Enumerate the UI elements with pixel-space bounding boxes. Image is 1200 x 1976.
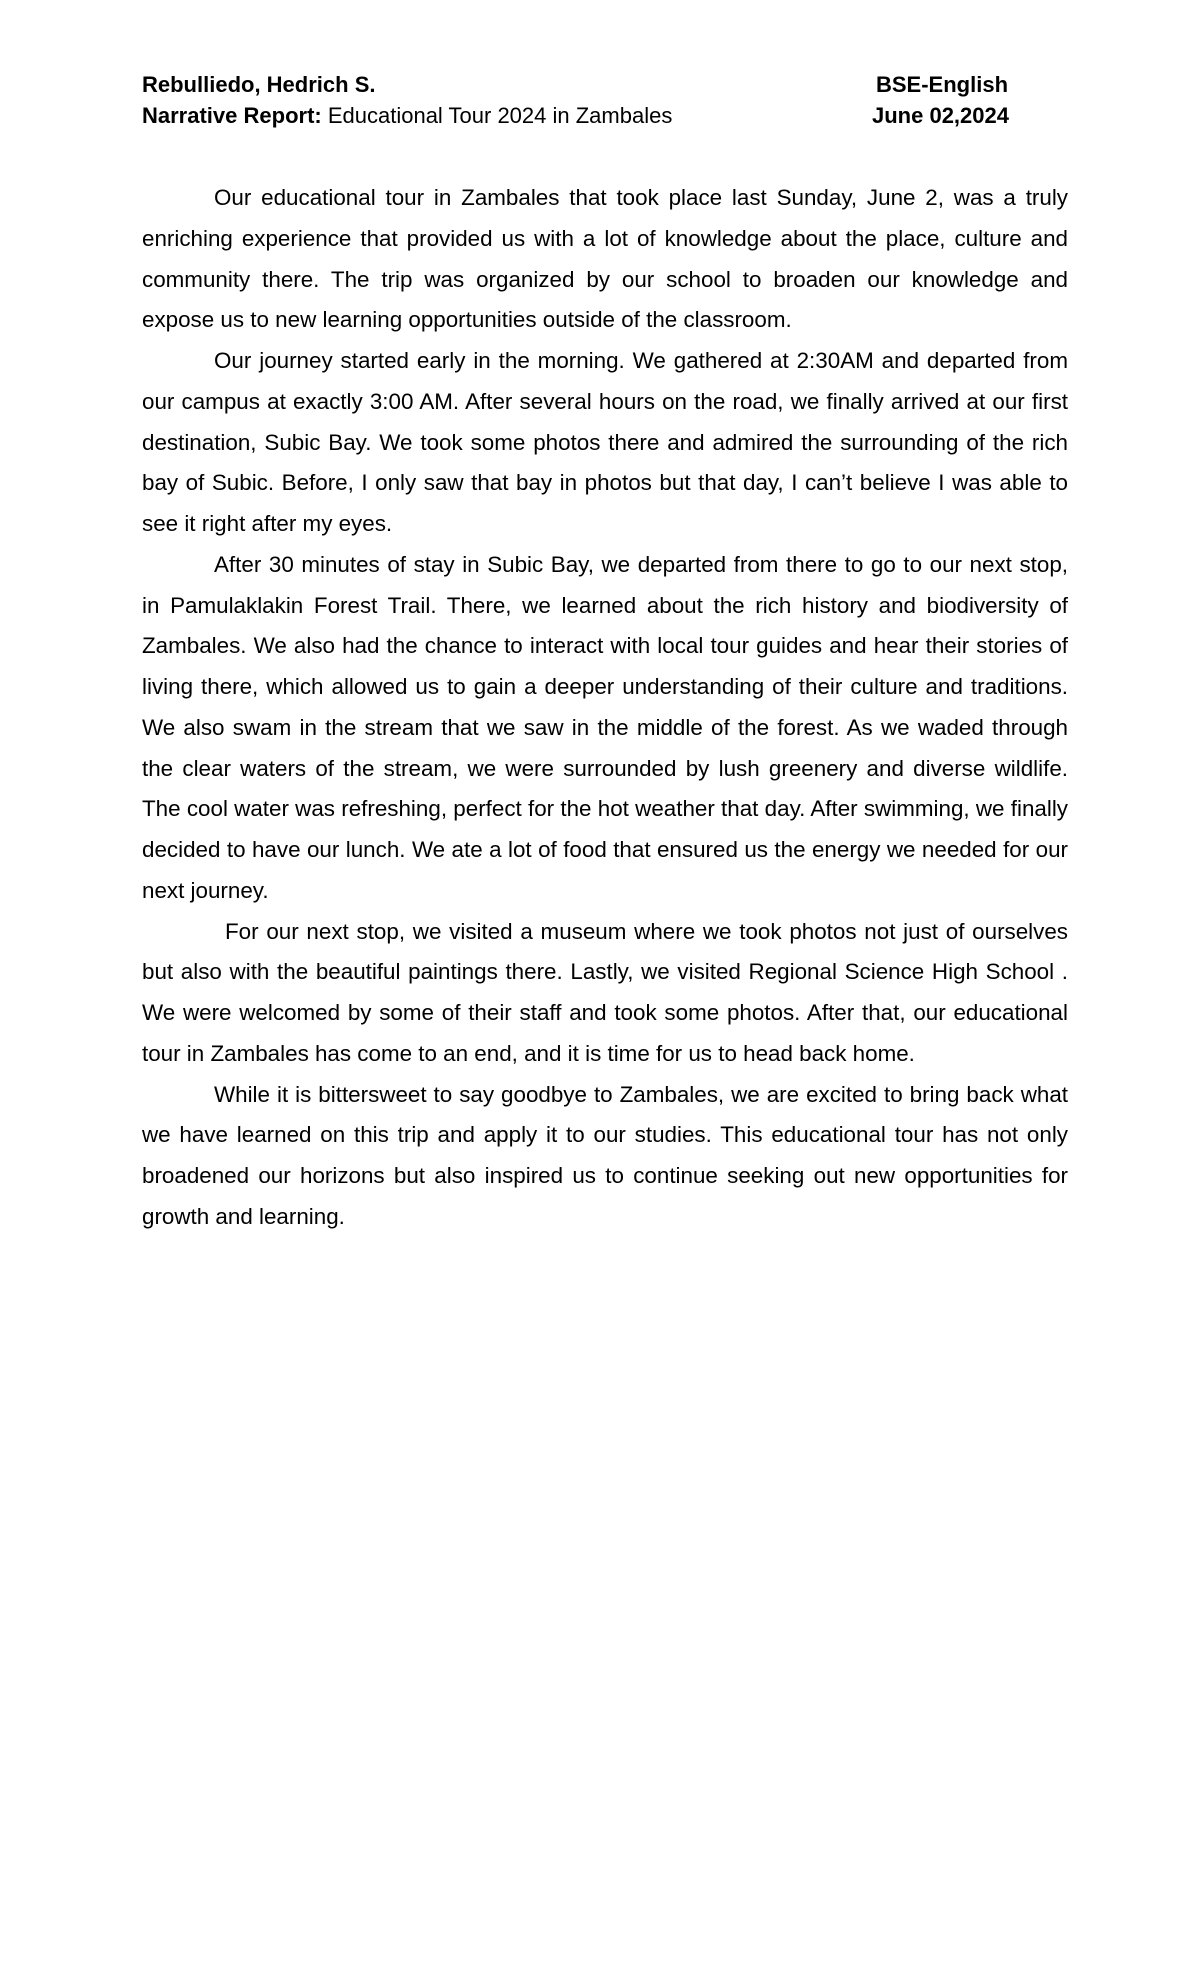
paragraph-journey: Our journey started early in the morning. We gathered at 2:30AM and departed from our campus at exactly 3:00 AM. After several hours on the road, we finally arrived at our first destination, Subic Bay. We took some photos there and admired the surrounding of the rich bay of Subic. Before, I only saw that bay in photos but that day, I can’t believe I was able to see it right after my eyes. — [142, 348, 1068, 536]
author-name: Rebulliedo, Hedrich S. — [142, 72, 376, 97]
report-date: June 02,2024 — [872, 103, 1009, 128]
report-heading — [142, 101, 672, 131]
course-label: BSE-English — [876, 72, 1009, 97]
report-body — [142, 178, 1068, 1238]
paragraph-intro: Our educational tour in Zambales that took place last Sunday, June 2, was a truly enriching experience that provided us with a lot of knowledge about the place, culture and community there. The trip was organized by our school to broaden our knowledge and expose us to new learning opportunities outside of the classroom. — [142, 185, 1068, 333]
report-title: Educational Tour 2024 in Zambales — [327, 103, 673, 128]
paragraph-museum: For our next stop, we visited a museum where we took photos not just of ourselves but also with the beautiful paintings there. Lastly, we visited Regional Science High School . We were welcomed by some of their staff and took some photos. After that, our educational tour in Zambales has come to an end, and it is time for us to head back home. — [142, 918, 1068, 1066]
report-label: Narrative Report: — [142, 103, 322, 128]
paragraph-conclusion: While it is bittersweet to say goodbye to Zambales, we are excited to bring back what we have learned on this trip and apply it to our studies. This educational tour has not only broadened our horizons but also inspired us to continue seeking out new opportunities for growth and learning. — [142, 1081, 1068, 1229]
paragraph-forest-trail: After 30 minutes of stay in Subic Bay, we departed from there to go to our next stop, in Pamulaklakin Forest Trail. There, we learned about the rich history and biodiversity of Zambales. We also had the chance to interact with local tour guides and hear their stories of living there, which allowed us to gain a deeper understanding of their culture and traditions. We also swam in the stream that we saw in the middle of the forest. As we waded through the clear waters of the stream, we were surrounded by lush greenery and diverse wildlife. The cool water was refreshing, perfect for the hot weather that day. After swimming, we finally decided to have our lunch. We ate a lot of food that ensured us the energy we needed for our next journey. — [142, 551, 1068, 903]
